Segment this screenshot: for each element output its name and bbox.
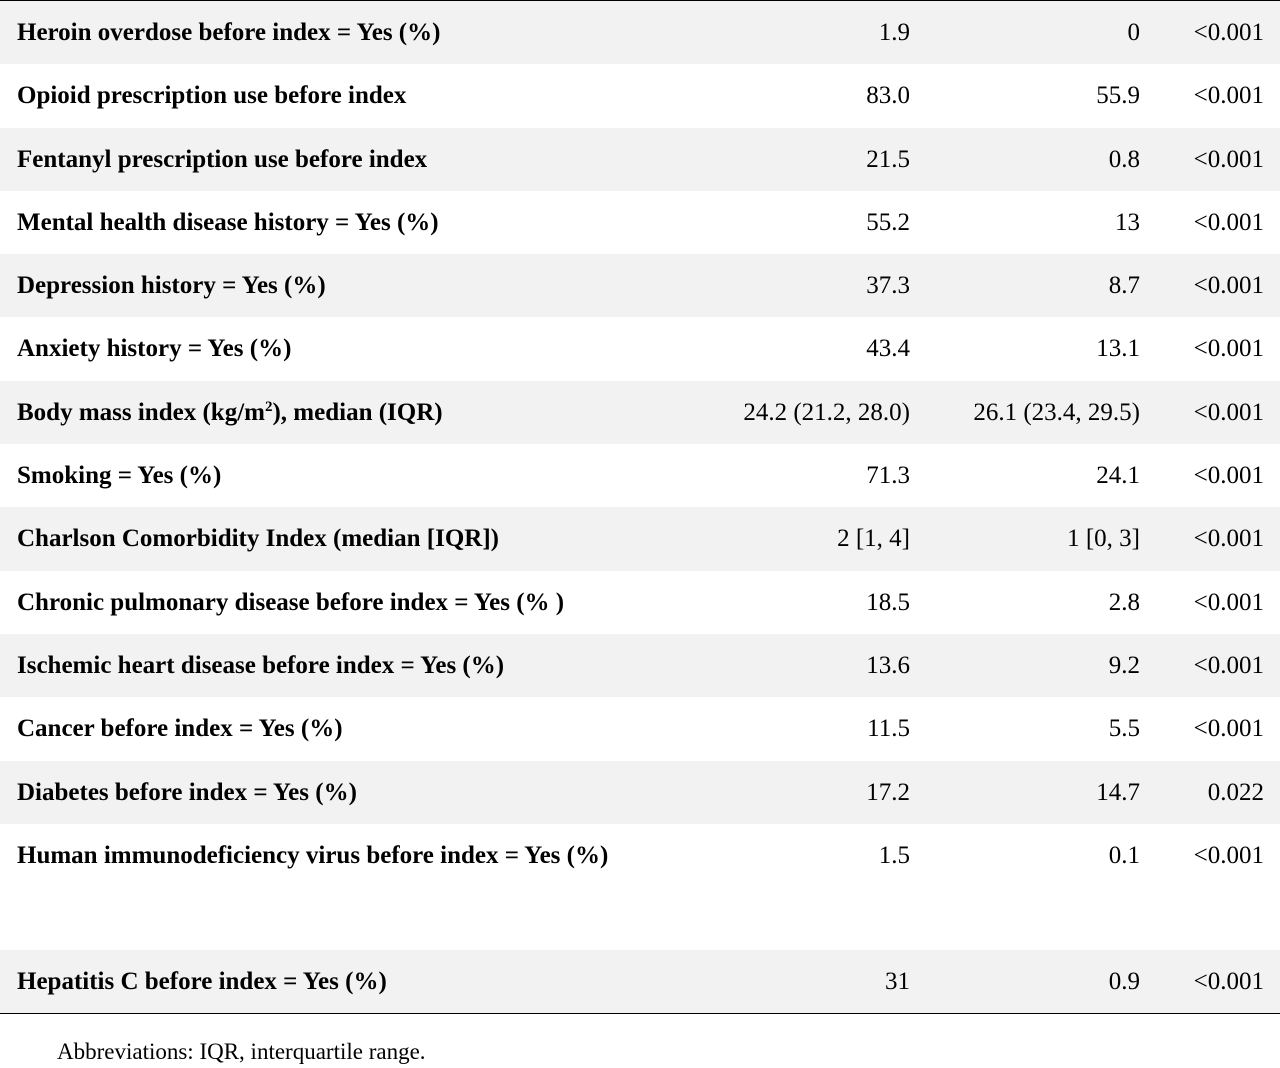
group2-value: 9.2 bbox=[920, 634, 1150, 697]
bottom-rule bbox=[0, 1013, 1280, 1014]
group2-value: 0.9 bbox=[920, 950, 1150, 1013]
table-row bbox=[0, 317, 1280, 380]
row-label: Ischemic heart disease before index = Yes (%) bbox=[0, 634, 660, 697]
table-row bbox=[0, 128, 1280, 191]
row-label: Heroin overdose before index = Yes (%) bbox=[0, 1, 660, 64]
table-row bbox=[0, 761, 1280, 824]
p-value: <0.001 bbox=[1193, 715, 1264, 743]
data-table bbox=[0, 1, 1280, 1014]
group2-value: 0 bbox=[920, 1, 1150, 64]
p-value: <0.001 bbox=[1150, 507, 1280, 570]
row-label: Hepatitis C before index = Yes (%) bbox=[0, 950, 660, 1013]
group1-value: 13.6 bbox=[660, 634, 920, 697]
group1-value: 2 [1, 4] bbox=[660, 507, 920, 570]
p-value: <0.001 bbox=[1150, 254, 1280, 317]
group2-value: 24.1 bbox=[1096, 462, 1140, 490]
group2-value: 0.8 bbox=[920, 128, 1150, 191]
group1-value: 21.5 bbox=[660, 128, 920, 191]
group1-value: 71.3 bbox=[866, 462, 910, 490]
p-value: <0.001 bbox=[1193, 208, 1264, 236]
row-label: Mental health disease history = Yes (%) bbox=[17, 208, 439, 236]
table-row bbox=[0, 254, 1280, 317]
row-label: Charlson Comorbidity Index (median [IQR]) bbox=[0, 507, 660, 570]
group2-value: 13.1 bbox=[1096, 335, 1140, 363]
table-row bbox=[0, 571, 1280, 634]
group2-value: 13 bbox=[1115, 208, 1140, 236]
p-value: <0.001 bbox=[1193, 82, 1264, 110]
group2-value: 0.1 bbox=[1108, 841, 1140, 869]
row-label-suffix: ), median (IQR) bbox=[272, 398, 443, 426]
table-row bbox=[0, 381, 1280, 444]
table-row bbox=[0, 950, 1280, 1013]
table-row bbox=[0, 697, 1280, 760]
group1-value: 1.9 bbox=[660, 1, 920, 64]
p-value: <0.001 bbox=[1150, 1, 1280, 64]
table-row bbox=[0, 824, 1280, 951]
p-value: 0.022 bbox=[1150, 761, 1280, 824]
group2-value: 55.9 bbox=[1096, 82, 1140, 110]
row-label-superscript: 2 bbox=[264, 398, 273, 415]
table-footnote: Abbreviations: IQR, interquartile range. bbox=[57, 1039, 426, 1064]
group1-value: 1.5 bbox=[878, 841, 910, 869]
group2-value: 26.1 (23.4, 29.5) bbox=[920, 381, 1150, 444]
p-value: <0.001 bbox=[1193, 462, 1264, 490]
table-row bbox=[0, 507, 1280, 570]
p-value: <0.001 bbox=[1150, 634, 1280, 697]
group1-value: 31 bbox=[660, 950, 920, 1013]
table-row bbox=[0, 444, 1280, 507]
row-label: Cancer before index = Yes (%) bbox=[17, 715, 343, 743]
p-value: <0.001 bbox=[1150, 381, 1280, 444]
row-label-prefix: Body mass index (kg/m bbox=[17, 398, 265, 426]
row-label: Human immunodeficiency virus before index = Yes (%) bbox=[17, 841, 609, 869]
group2-value: 1 [0, 3] bbox=[920, 507, 1150, 570]
row-label: Smoking = Yes (%) bbox=[17, 462, 222, 490]
group1-value: 17.2 bbox=[660, 761, 920, 824]
p-value: <0.001 bbox=[1193, 588, 1264, 616]
group1-value: 24.2 (21.2, 28.0) bbox=[660, 381, 920, 444]
table-row bbox=[0, 64, 1280, 127]
group2-value: 14.7 bbox=[920, 761, 1150, 824]
row-label: Anxiety history = Yes (%) bbox=[17, 335, 292, 363]
table-row bbox=[0, 634, 1280, 697]
row-label: Chronic pulmonary disease before index = Yes (% ) bbox=[17, 588, 565, 616]
group1-value: 37.3 bbox=[660, 254, 920, 317]
group1-value: 11.5 bbox=[867, 715, 910, 743]
row-label: Fentanyl prescription use before index bbox=[0, 128, 660, 191]
group2-value: 5.5 bbox=[1108, 715, 1140, 743]
group1-value: 18.5 bbox=[866, 588, 910, 616]
group1-value: 83.0 bbox=[866, 82, 910, 110]
group1-value: 43.4 bbox=[866, 335, 910, 363]
group2-value: 2.8 bbox=[1108, 588, 1140, 616]
p-value: <0.001 bbox=[1193, 841, 1264, 869]
row-label bbox=[0, 381, 660, 444]
p-value: <0.001 bbox=[1150, 128, 1280, 191]
p-value: <0.001 bbox=[1193, 335, 1264, 363]
table-row bbox=[0, 1, 1280, 64]
group1-value: 55.2 bbox=[866, 208, 910, 236]
p-value: <0.001 bbox=[1150, 950, 1280, 1013]
group2-value: 8.7 bbox=[920, 254, 1150, 317]
row-label: Diabetes before index = Yes (%) bbox=[0, 761, 660, 824]
table-row bbox=[0, 191, 1280, 254]
row-label: Opioid prescription use before index bbox=[17, 82, 407, 110]
row-label: Depression history = Yes (%) bbox=[0, 254, 660, 317]
